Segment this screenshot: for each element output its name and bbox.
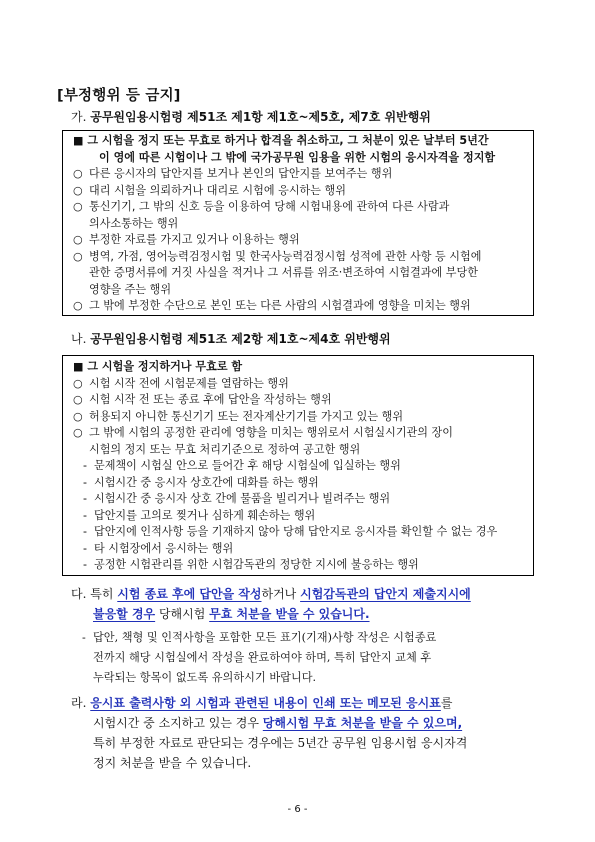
dash-item xyxy=(83,475,525,492)
list-item xyxy=(73,249,525,299)
dash-item xyxy=(83,541,525,558)
list-item xyxy=(73,376,525,393)
part-c-note-line3: 누락되는 항목이 없도록 유의하시기 바랍니다. xyxy=(93,671,317,684)
part-c-note-line1: - 답안, 책형 및 인적사항을 포함한 모든 표기(기재)사항 작성은 시험종료 xyxy=(82,628,542,648)
part-d-line3: 특히 부정한 자료로 판단되는 경우에는 5년간 공무원 임용시험 응시자격 xyxy=(93,736,468,750)
circle-bullet-icon: ○ xyxy=(73,299,83,312)
list-item xyxy=(73,298,525,315)
part-b-dash-list xyxy=(73,458,525,574)
part-a-heading xyxy=(71,108,431,125)
dash-item-text: 문제책이 시험실 안으로 들어간 후 해당 시험실에 입실하는 행위 xyxy=(94,459,401,472)
list-item-line: 대리 시험을 의뢰하거나 대리로 시험에 응시하는 행위 xyxy=(89,183,346,197)
part-b-box-header: ■ 그 시험을 정지하거나 무효로 함 xyxy=(73,360,243,373)
dash-item-text: 시험시간 중 응시자 상호 간에 물품을 빌리거나 빌려주는 행위 xyxy=(94,492,391,505)
part-a-title: 공무원임용시험령 제51조 제1항 제1호~제5호, 제7호 위반행위 xyxy=(90,110,431,124)
part-d-prefix: 라. xyxy=(71,696,87,710)
list-item-line: 부정한 자료를 가지고 있거나 이용하는 행위 xyxy=(89,233,300,246)
part-c-text1: 특히 xyxy=(90,587,114,601)
part-d-paragraph xyxy=(71,693,541,773)
dash-item xyxy=(83,508,525,525)
list-item xyxy=(73,183,525,200)
list-item xyxy=(73,425,525,458)
dash-marker: - xyxy=(82,631,86,644)
section-title: [부정행위 등 금지] xyxy=(57,88,181,104)
circle-bullet-icon: ○ xyxy=(73,393,83,406)
dash-item xyxy=(83,557,525,574)
dash-item xyxy=(83,524,525,541)
part-a-box xyxy=(62,130,534,316)
list-item xyxy=(73,199,525,232)
list-item-line: 병역, 가점, 영어능력검정시험 및 한국사능력검정시험 성적에 관한 사항 등 시험에 xyxy=(89,249,482,263)
part-c-text2: 하거나 xyxy=(261,587,297,601)
part-c-note-line2: 전까지 해당 시험실에서 작성을 완료하여야 하며, 특히 답안지 교체 후 xyxy=(93,651,432,664)
circle-bullet-icon: ○ xyxy=(73,409,83,423)
page-number: - 6 - xyxy=(287,804,308,815)
list-item-line: 그 밖에 부정한 수단으로 본인 또는 다른 사람의 시험결과에 영향을 미치는 행위 xyxy=(89,299,471,312)
part-d-text2: 시험시간 중 소지하고 있는 경우 xyxy=(93,716,259,730)
list-item-line: 다른 응시자의 답안지를 보거나 본인의 답안지를 보여주는 행위 xyxy=(89,167,393,180)
dash-item-text: 타 시험장에서 응시하는 행위 xyxy=(94,541,234,555)
part-d-line4: 정지 처분을 받을 수 있습니다. xyxy=(93,756,252,770)
dash-item-text: 시험시간 중 응시자 상호간에 대화를 하는 행위 xyxy=(94,475,319,489)
part-a-box-header-line1: ■ 그 시험을 정지 또는 무효로 하거나 합격을 취소하고, 그 처분이 있은 날부터 5년간 xyxy=(73,134,489,147)
list-item xyxy=(73,392,525,409)
dash-item-text: 답안지에 인적사항 등을 기재하지 않아 당해 답안지로 응시자를 확인할 수 없는 경우 xyxy=(94,525,498,538)
dash-marker: - xyxy=(83,459,88,472)
dash-item xyxy=(83,458,525,475)
circle-bullet-icon: ○ xyxy=(73,200,83,213)
list-item-line: 시험 시작 전에 시험문제를 열람하는 행위 xyxy=(89,376,289,390)
circle-bullet-icon: ○ xyxy=(73,426,83,439)
list-item-line: 통신기기, 그 밖의 신호 등을 이용하여 당해 시험내용에 관하여 다른 사람과 xyxy=(89,200,450,213)
dash-marker: - xyxy=(83,541,88,555)
list-item-line: 의사소통하는 행위 xyxy=(89,216,179,230)
part-c-paragraph xyxy=(71,584,541,624)
circle-bullet-icon: ○ xyxy=(73,249,83,263)
part-c-emphasis2: 시험감독관의 답안지 제출지시에 xyxy=(300,587,471,601)
part-b-box xyxy=(62,355,534,576)
list-item-line: 영향을 주는 행위 xyxy=(89,282,172,296)
dash-marker: - xyxy=(83,525,88,538)
part-b-title: 공무원임용시험령 제51조 제2항 제1호~제4호 위반행위 xyxy=(90,332,391,346)
circle-bullet-icon: ○ xyxy=(73,376,83,390)
part-c-note xyxy=(82,628,542,688)
circle-bullet-icon: ○ xyxy=(73,183,83,197)
list-item-line: 허용되지 아니한 통신기기 또는 전자계산기기를 가지고 있는 행위 xyxy=(89,409,404,423)
part-a-prefix: 가. xyxy=(71,110,87,124)
list-item xyxy=(73,166,525,183)
dash-item-text: 공정한 시험관리를 위한 시험감독관의 정당한 지시에 불응하는 행위 xyxy=(94,558,419,571)
list-item xyxy=(73,409,525,426)
part-a-item-list xyxy=(73,166,525,315)
part-d-emphasis2: 당해시험 무효 처분을 받을 수 있으며, xyxy=(262,716,463,730)
list-item xyxy=(73,232,525,249)
part-c-emphasis1: 시험 종료 후에 답안을 작성 xyxy=(117,587,262,601)
part-b-prefix: 나. xyxy=(71,332,87,346)
dash-item-text: 답안지를 고의로 찢거나 심하게 훼손하는 행위 xyxy=(94,508,316,522)
part-c-prefix: 다. xyxy=(71,587,87,601)
dash-marker: - xyxy=(83,558,88,571)
list-item-line: 그 밖에 시험의 공정한 관리에 영향을 미치는 행위로서 시험실시기관의 장이 xyxy=(89,426,453,439)
part-b-heading xyxy=(71,330,391,347)
part-d-text1: 를 xyxy=(440,696,453,710)
part-a-box-header-line2: 이 영에 따른 시험이나 그 밖에 국가공무원 임용을 위한 시험의 응시자격을 정지함 xyxy=(99,150,496,164)
circle-bullet-icon: ○ xyxy=(73,233,83,246)
part-c-text3: 당해시험 xyxy=(158,607,206,621)
dash-marker: - xyxy=(83,475,88,489)
dash-marker: - xyxy=(83,492,88,505)
dash-marker: - xyxy=(83,508,88,522)
dash-item xyxy=(83,491,525,508)
circle-bullet-icon: ○ xyxy=(73,167,83,180)
list-item-line: 관한 증명서류에 거짓 사실을 적거나 그 서류를 위조·변조하여 시험결과에 부당한 xyxy=(89,266,478,279)
list-item-line: 시험의 정지 또는 무효 처리기준으로 정하여 공고한 행위 xyxy=(89,442,361,456)
list-item-line: 시험 시작 전 또는 종료 후에 답안을 작성하는 행위 xyxy=(89,393,332,406)
part-c-emphasis4: 무효 처분을 받을 수 있습니다. xyxy=(209,607,370,621)
part-b-item-list xyxy=(73,376,525,459)
part-c-emphasis3: 불응할 경우 xyxy=(93,607,156,621)
part-d-emphasis1: 응시표 출력사항 외 시험과 관련된 내용이 인쇄 또는 메모된 응시표 xyxy=(90,696,441,710)
